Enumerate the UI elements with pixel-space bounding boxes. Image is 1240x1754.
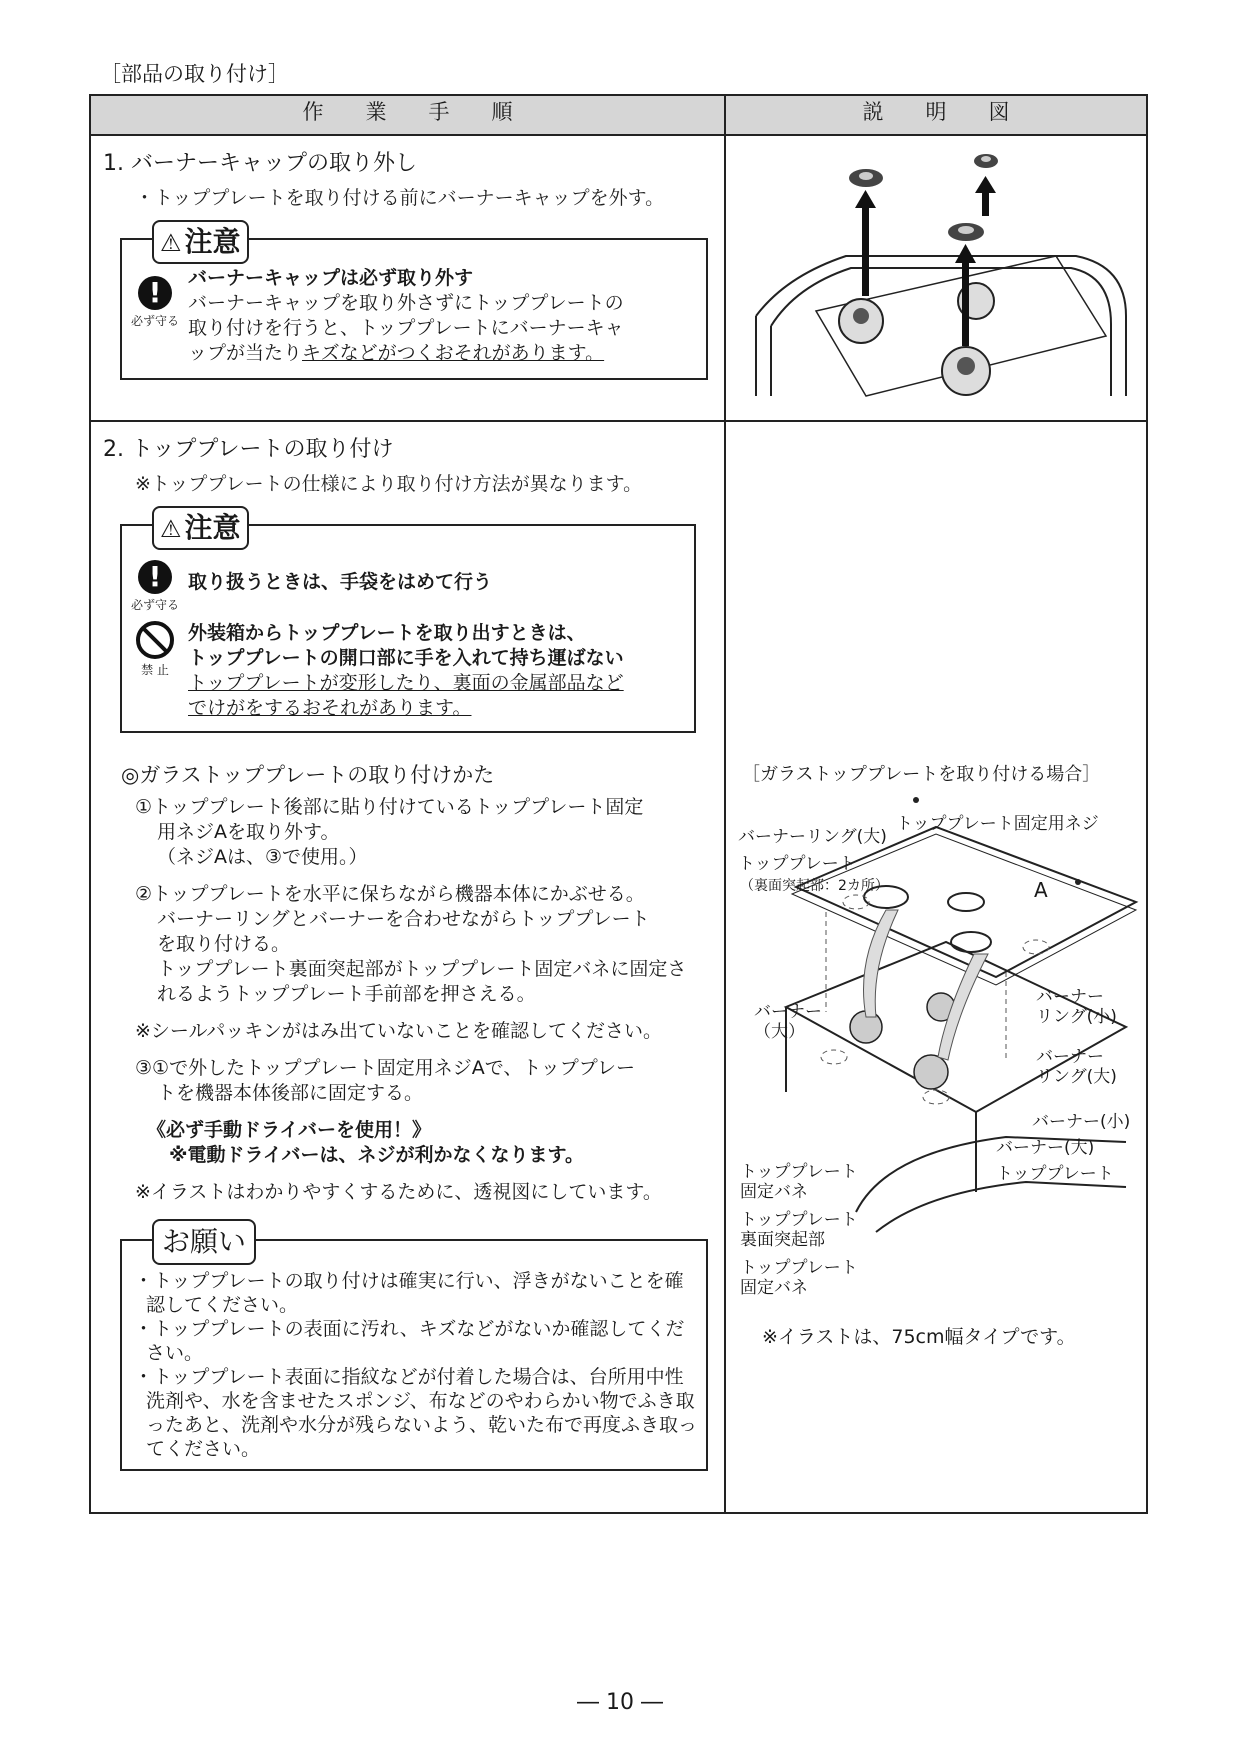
driver-warning: 《必ず手動ドライバーを使用！》 ※電動ドライバーは、ネジが利かなくなります。 (147, 1119, 585, 1166)
burner-cap-removal-figure (726, 136, 1146, 416)
step2-note: ※トッププレートの仕様により取り付け方法が異なります。 (135, 473, 643, 495)
caution-tag: ⚠ 注意 (152, 220, 249, 264)
label-protrusion-detail: トッププレート 裏面突起部 (740, 1210, 858, 1250)
step1-caution-box (120, 225, 708, 380)
step1-cell (90, 135, 725, 421)
caution-bold: バーナーキャップは必ず取り外す (188, 267, 474, 289)
label-burner-ring-large: バーナーリング(大) (738, 827, 887, 847)
label-burner-small: バーナー(小) (1032, 1112, 1131, 1132)
caution-bold: 取り扱うときは、手袋をはめて行う (188, 571, 493, 593)
burner-icon (839, 283, 994, 395)
must-follow-icon: ! (138, 276, 172, 310)
caution-bold: 外装箱からトッププレートを取り出すときは、 (188, 622, 586, 644)
page-number: ― 10 ― (577, 1690, 663, 1715)
label-burner-large: バーナー(大) (996, 1138, 1095, 1158)
section-title: ［部品の取り付け］ (100, 62, 289, 86)
step1-title: 1. バーナーキャップの取り外し (103, 151, 417, 176)
warning-triangle-icon: ⚠ (160, 229, 182, 257)
step1-figure-cell (725, 135, 1147, 421)
header-illustration: 説 明 図 (725, 95, 1147, 135)
step2-cell (90, 421, 725, 1513)
request-tag: お願い (152, 1219, 256, 1265)
label-top-plate: トッププレート (738, 854, 856, 874)
seal-note: ※シールパッキンがはみ出ていないことを確認してください。 (135, 1020, 663, 1042)
step1-bullet: ・トッププレートを取り付ける前にバーナーキャップを外す。 (135, 187, 665, 209)
label-spring-1: トッププレート 固定バネ (740, 1162, 858, 1202)
procedure-1: ①トッププレート後部に貼り付けているトッププレート固定 用ネジAを取り外す。 （ネジAは、③で使用。） (135, 796, 644, 868)
label-protrusion: （裏面突起部：2カ所） (740, 878, 889, 894)
step2-caution-box (120, 511, 696, 733)
list-item: ・トッププレートの取り付けは確実に行い、浮きがないことを確認してください。 (134, 1270, 684, 1316)
request-box (120, 1225, 708, 1471)
list-item: ・トッププレートの表面に汚れ、キズなどがないか確認してください。 (134, 1318, 685, 1364)
burner-cap-icon (849, 154, 998, 241)
illust-note: ※イラストはわかりやすくするために、透視図にしています。 (135, 1181, 662, 1203)
label-burner-large-left: バーナー （大） (754, 1002, 822, 1042)
caution-tag: ⚠ 注意 (152, 506, 249, 550)
caution-line: バーナーキャップを取り外さずにトッププレートの (188, 292, 624, 314)
caution-underline: でけがをするおそれがあります。 (188, 697, 472, 719)
prohibited-icon (136, 621, 174, 659)
step2-title: 2. トッププレートの取り付け (103, 437, 394, 462)
must-label: 必ず守る (130, 598, 179, 612)
warning-triangle-icon: ⚠ (160, 515, 182, 543)
caution-bold: トッププレートの開口部に手を入れて持ち運ばない (188, 647, 624, 669)
procedure-3: ③①で外したトッププレート固定用ネジAで、トッププレー トを機器本体後部に固定する。 (135, 1057, 636, 1104)
screw-icon (913, 797, 919, 803)
figure-footnote: ※イラストは、75cm幅タイプです。 (762, 1326, 1076, 1348)
caution-line: ップが当たり (188, 342, 303, 364)
label-burner-ring-small: バーナー リング(小) (1036, 987, 1117, 1027)
prohibit-label: 禁 止 (141, 663, 169, 677)
list-item: ・トッププレート表面に指紋などが付着した場合は、台所用中性洗剤や、水を含ませたスポンジ、布などのやわらかい物でふき取ったあと、洗剤や水分が残らないよう、乾いた布で再度ふき取ってください。 (134, 1366, 698, 1460)
label-fix-screw: トッププレート固定用ネジ (896, 814, 1099, 834)
label-screw-a: A (1034, 878, 1048, 902)
step2-figure-cell (725, 421, 1147, 1513)
header-procedure: 作 業 手 順 (90, 95, 725, 135)
screw-icon (1075, 879, 1081, 885)
must-label: 必ず守る (130, 314, 179, 328)
glass-top-plate-subtitle: ◎ガラストッププレートの取り付けかた (121, 763, 495, 787)
procedure-2: ②トッププレートを水平に保ちながら機器本体にかぶせる。 バーナーリングとバーナーを合わせながらトッププレート を取り付ける。 トッププレート裏面突起部がトッププレート固定バネに固定さ れるようトッププレート手前部を押さえる。 (135, 883, 687, 1005)
procedure-table (89, 94, 1148, 1514)
figure-caption: ［ガラストッププレートを取り付ける場合］ (742, 764, 1101, 785)
caution-underline: トッププレートが変形したり、裏面の金属部品など (188, 672, 624, 694)
caution-underline: キズなどがつくおそれがあります。 (302, 342, 605, 364)
label-spring-2: トッププレート 固定バネ (740, 1258, 858, 1298)
caution-line: 取り付けを行うと、トッププレートにバーナーキャ (188, 317, 624, 339)
must-follow-icon: ! (138, 560, 172, 594)
label-top-plate-2: トッププレート (996, 1164, 1114, 1184)
label-burner-ring-large-right: バーナー リング(大) (1036, 1047, 1117, 1087)
